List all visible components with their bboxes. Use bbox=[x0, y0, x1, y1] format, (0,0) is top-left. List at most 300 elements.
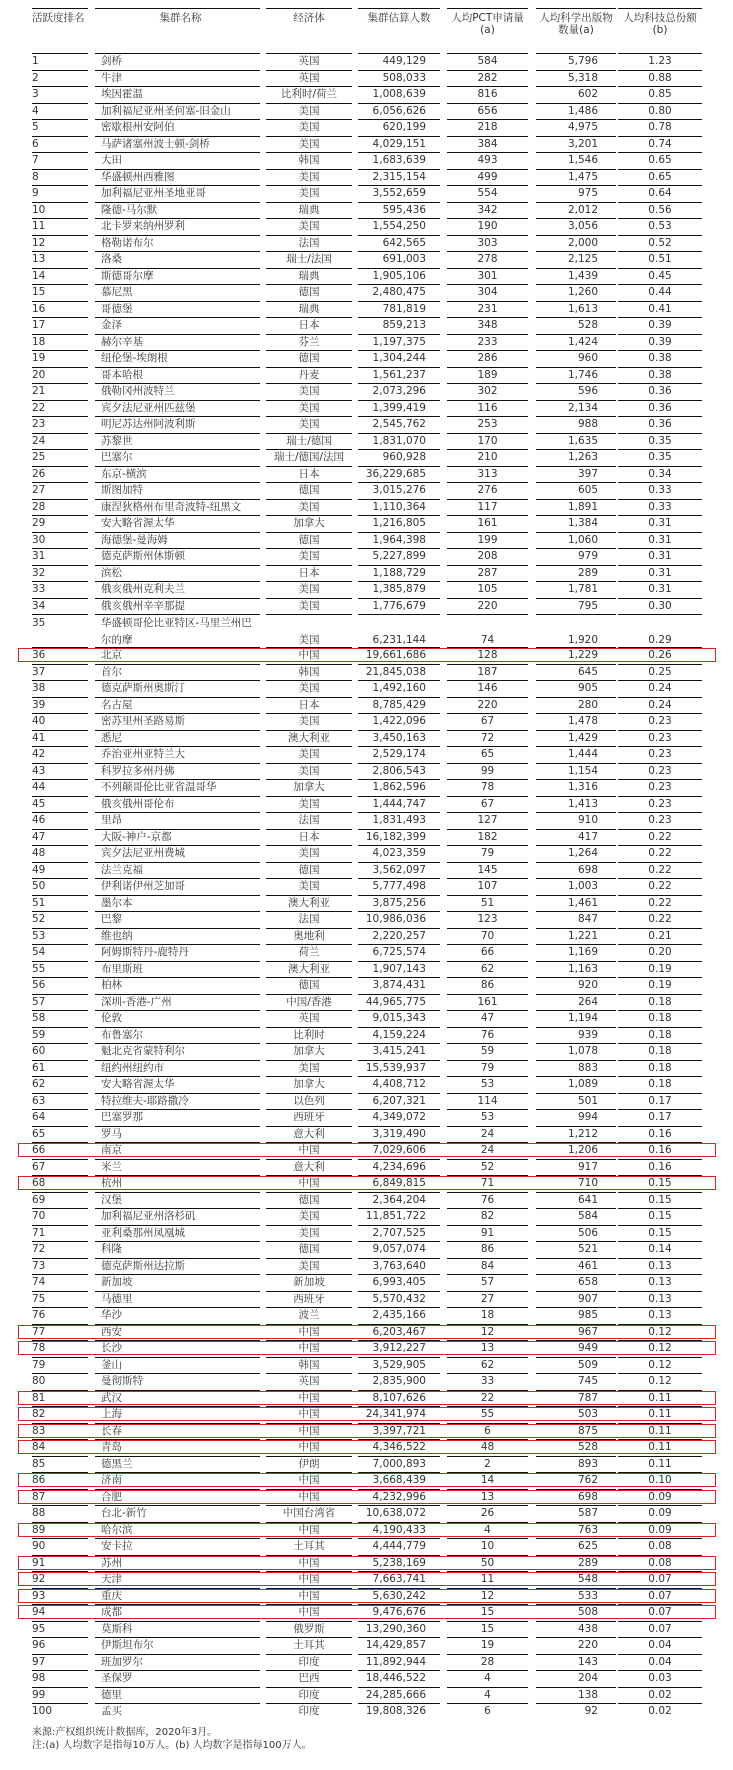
table-row bbox=[32, 1109, 704, 1126]
population-cell: 3,015,276 bbox=[358, 482, 440, 499]
pct-cell: 114 bbox=[447, 1093, 528, 1110]
pct-cell: 67 bbox=[447, 713, 528, 730]
table-row bbox=[32, 598, 704, 615]
share-cell: 0.11 bbox=[618, 1406, 702, 1423]
economy-cell: 韩国 bbox=[266, 664, 352, 681]
publications-cell: 503 bbox=[536, 1406, 616, 1423]
cluster-name-cell: 汉堡 bbox=[95, 1192, 260, 1209]
rank-cell: 46 bbox=[32, 812, 88, 829]
pct-cell: 4 bbox=[447, 1687, 528, 1704]
rank-cell: 72 bbox=[32, 1241, 88, 1258]
cluster-name-cell: 马德里 bbox=[95, 1291, 260, 1308]
economy-cell: 中国 bbox=[266, 1489, 352, 1506]
rank-cell: 4 bbox=[32, 103, 88, 120]
source-note: 来源:产权组织统计数据库，2020年3月。 bbox=[32, 1727, 218, 1738]
cluster-name-cell: 海德堡-曼海姆 bbox=[95, 532, 260, 549]
pct-cell: 50 bbox=[447, 1555, 528, 1572]
pct-cell: 78 bbox=[447, 779, 528, 796]
publications-cell: 1,546 bbox=[536, 152, 616, 169]
cluster-name-cell: 孟买 bbox=[95, 1703, 260, 1720]
publications-cell: 220 bbox=[536, 1637, 616, 1654]
economy-cell: 中国 bbox=[266, 1340, 352, 1357]
population-cell: 4,023,359 bbox=[358, 845, 440, 862]
pct-cell: 282 bbox=[447, 70, 528, 87]
table-row bbox=[32, 218, 704, 235]
pct-cell: 304 bbox=[447, 284, 528, 301]
cluster-name-cell: 马萨诸塞州波士顿-剑桥 bbox=[95, 136, 260, 153]
economy-cell: 土耳其 bbox=[266, 1538, 352, 1555]
economy-cell: 巴西 bbox=[266, 1670, 352, 1687]
cluster-name-cell: 洛桑 bbox=[95, 251, 260, 268]
share-cell: 0.19 bbox=[618, 961, 702, 978]
cluster-name-cell: 俄亥俄州克利夫兰 bbox=[95, 581, 260, 598]
share-cell: 0.18 bbox=[618, 994, 702, 1011]
rank-cell: 91 bbox=[32, 1555, 88, 1572]
population-cell: 1,216,805 bbox=[358, 515, 440, 532]
rank-cell: 80 bbox=[32, 1373, 88, 1390]
publications-cell: 1,461 bbox=[536, 895, 616, 912]
table-row bbox=[32, 152, 704, 169]
table-row bbox=[32, 499, 704, 516]
cluster-name-cell: 法兰克福 bbox=[95, 862, 260, 879]
table-row bbox=[32, 812, 704, 829]
share-cell: 0.17 bbox=[618, 1093, 702, 1110]
pct-cell: 18 bbox=[447, 1307, 528, 1324]
rank-cell: 13 bbox=[32, 251, 88, 268]
table-row bbox=[32, 581, 704, 598]
population-cell: 1,964,398 bbox=[358, 532, 440, 549]
rank-cell: 45 bbox=[32, 796, 88, 813]
rank-cell: 54 bbox=[32, 944, 88, 961]
rank-cell: 94 bbox=[32, 1604, 88, 1621]
share-cell: 0.11 bbox=[618, 1390, 702, 1407]
publications-cell: 1,263 bbox=[536, 449, 616, 466]
cluster-name-cell: 长沙 bbox=[95, 1340, 260, 1357]
pct-cell: 107 bbox=[447, 878, 528, 895]
rank-cell: 98 bbox=[32, 1670, 88, 1687]
population-cell: 4,029,151 bbox=[358, 136, 440, 153]
table-row bbox=[32, 1522, 704, 1539]
economy-cell: 波兰 bbox=[266, 1307, 352, 1324]
cluster-name-cell: 北卡罗来纳州罗利 bbox=[95, 218, 260, 235]
pct-cell: 10 bbox=[447, 1538, 528, 1555]
publications-cell: 3,056 bbox=[536, 218, 616, 235]
population-cell: 10,986,036 bbox=[358, 911, 440, 928]
economy-cell: 芬兰 bbox=[266, 334, 352, 351]
population-cell: 3,319,490 bbox=[358, 1126, 440, 1143]
economy-cell: 中国 bbox=[266, 1324, 352, 1341]
population-cell: 24,285,666 bbox=[358, 1687, 440, 1704]
table-row bbox=[32, 334, 704, 351]
publications-cell: 2,125 bbox=[536, 251, 616, 268]
table-row bbox=[32, 251, 704, 268]
publications-cell: 5,318 bbox=[536, 70, 616, 87]
publications-cell: 509 bbox=[536, 1357, 616, 1374]
table-row bbox=[32, 796, 704, 813]
publications-cell: 893 bbox=[536, 1456, 616, 1473]
pct-cell: 656 bbox=[447, 103, 528, 120]
economy-cell: 美国 bbox=[266, 548, 352, 565]
economy-cell: 日本 bbox=[266, 697, 352, 714]
pct-cell: 82 bbox=[447, 1208, 528, 1225]
rank-cell: 51 bbox=[32, 895, 88, 912]
population-cell: 1,008,639 bbox=[358, 86, 440, 103]
rank-cell: 39 bbox=[32, 697, 88, 714]
share-cell: 0.15 bbox=[618, 1225, 702, 1242]
pct-cell: 208 bbox=[447, 548, 528, 565]
publications-cell: 533 bbox=[536, 1588, 616, 1605]
economy-cell: 英国 bbox=[266, 1010, 352, 1027]
publications-cell: 975 bbox=[536, 185, 616, 202]
economy-cell: 日本 bbox=[266, 829, 352, 846]
publications-cell: 910 bbox=[536, 812, 616, 829]
cluster-name-cell: 伊利诺伊州芝加哥 bbox=[95, 878, 260, 895]
economy-cell: 瑞典 bbox=[266, 301, 352, 318]
pct-cell: 286 bbox=[447, 350, 528, 367]
rank-cell: 22 bbox=[32, 400, 88, 417]
share-cell: 0.16 bbox=[618, 1142, 702, 1159]
cluster-name-cell: 华沙 bbox=[95, 1307, 260, 1324]
population-cell: 3,397,721 bbox=[358, 1423, 440, 1440]
table-row bbox=[32, 53, 704, 70]
publications-cell: 1,413 bbox=[536, 796, 616, 813]
population-cell: 3,552,659 bbox=[358, 185, 440, 202]
rank-cell: 19 bbox=[32, 350, 88, 367]
publications-cell: 461 bbox=[536, 1258, 616, 1275]
publications-cell: 602 bbox=[536, 86, 616, 103]
population-cell: 11,851,722 bbox=[358, 1208, 440, 1225]
rank-cell: 34 bbox=[32, 598, 88, 615]
economy-cell: 美国 bbox=[266, 1060, 352, 1077]
share-cell: 0.17 bbox=[618, 1109, 702, 1126]
publications-cell: 138 bbox=[536, 1687, 616, 1704]
population-cell: 44,965,775 bbox=[358, 994, 440, 1011]
publications-cell: 979 bbox=[536, 548, 616, 565]
publications-cell: 875 bbox=[536, 1423, 616, 1440]
share-cell: 0.11 bbox=[618, 1439, 702, 1456]
table-row bbox=[32, 1373, 704, 1390]
table-row bbox=[32, 730, 704, 747]
population-cell: 859,213 bbox=[358, 317, 440, 334]
publications-cell: 501 bbox=[536, 1093, 616, 1110]
economy-cell: 美国 bbox=[266, 499, 352, 516]
publications-cell: 528 bbox=[536, 1439, 616, 1456]
pct-cell: 127 bbox=[447, 812, 528, 829]
population-cell: 3,668,439 bbox=[358, 1472, 440, 1489]
cluster-name-cell: 慕尼黑 bbox=[95, 284, 260, 301]
rank-cell: 44 bbox=[32, 779, 88, 796]
population-cell: 6,056,626 bbox=[358, 103, 440, 120]
population-cell: 15,539,937 bbox=[358, 1060, 440, 1077]
population-cell: 3,529,905 bbox=[358, 1357, 440, 1374]
rank-cell: 31 bbox=[32, 548, 88, 565]
cluster-name-cell: 巴塞罗那 bbox=[95, 1109, 260, 1126]
pct-cell: 79 bbox=[447, 845, 528, 862]
publications-cell: 596 bbox=[536, 383, 616, 400]
cluster-name-cell: 加利福尼亚州洛杉矶 bbox=[95, 1208, 260, 1225]
table-row bbox=[32, 614, 704, 647]
cluster-name-cell: 安大略省渥太华 bbox=[95, 1076, 260, 1093]
pct-cell: 22 bbox=[447, 1390, 528, 1407]
population-cell: 14,429,857 bbox=[358, 1637, 440, 1654]
economy-cell: 瑞士/德国/法国 bbox=[266, 449, 352, 466]
table-row bbox=[32, 1588, 704, 1605]
population-cell: 4,159,224 bbox=[358, 1027, 440, 1044]
population-cell: 1,492,160 bbox=[358, 680, 440, 697]
rank-cell: 92 bbox=[32, 1571, 88, 1588]
publications-cell: 641 bbox=[536, 1192, 616, 1209]
publications-cell: 1,429 bbox=[536, 730, 616, 747]
table-row bbox=[32, 895, 704, 912]
economy-cell: 荷兰 bbox=[266, 944, 352, 961]
cluster-name-cell: 俄亥俄州辛辛那提 bbox=[95, 598, 260, 615]
population-cell: 7,663,741 bbox=[358, 1571, 440, 1588]
share-cell: 0.07 bbox=[618, 1571, 702, 1588]
economy-cell: 德国 bbox=[266, 284, 352, 301]
population-cell: 1,399,419 bbox=[358, 400, 440, 417]
cluster-name-cell: 深圳-香港-广州 bbox=[95, 994, 260, 1011]
pct-cell: 342 bbox=[447, 202, 528, 219]
cluster-name-cell: 科罗拉多州丹佛 bbox=[95, 763, 260, 780]
economy-cell: 西班牙 bbox=[266, 1291, 352, 1308]
pct-cell: 116 bbox=[447, 400, 528, 417]
economy-cell: 加拿大 bbox=[266, 515, 352, 532]
pct-cell: 220 bbox=[447, 697, 528, 714]
population-cell: 2,435,166 bbox=[358, 1307, 440, 1324]
cluster-name-cell: 巴塞尔 bbox=[95, 449, 260, 466]
table-row bbox=[32, 961, 704, 978]
table-row bbox=[32, 1357, 704, 1374]
header-st-share: 人均科技总份额(b) bbox=[618, 8, 702, 53]
population-cell: 8,107,626 bbox=[358, 1390, 440, 1407]
rank-cell: 89 bbox=[32, 1522, 88, 1539]
economy-cell: 中国 bbox=[266, 1390, 352, 1407]
pct-cell: 51 bbox=[447, 895, 528, 912]
table-row bbox=[32, 70, 704, 87]
publications-cell: 763 bbox=[536, 1522, 616, 1539]
rank-cell: 12 bbox=[32, 235, 88, 252]
cluster-name-cell: 首尔 bbox=[95, 664, 260, 681]
publications-cell: 548 bbox=[536, 1571, 616, 1588]
table-row bbox=[32, 301, 704, 318]
pct-cell: 187 bbox=[447, 664, 528, 681]
table-row bbox=[32, 103, 704, 120]
rank-cell: 41 bbox=[32, 730, 88, 747]
share-cell: 0.02 bbox=[618, 1703, 702, 1720]
pct-cell: 301 bbox=[447, 268, 528, 285]
economy-cell: 澳大利亚 bbox=[266, 961, 352, 978]
economy-cell: 意大利 bbox=[266, 1126, 352, 1143]
cluster-name-cell: 德克萨斯州奥斯汀 bbox=[95, 680, 260, 697]
rank-cell: 25 bbox=[32, 449, 88, 466]
population-cell: 4,444,779 bbox=[358, 1538, 440, 1555]
share-cell: 0.21 bbox=[618, 928, 702, 945]
rank-cell: 68 bbox=[32, 1175, 88, 1192]
population-cell: 3,912,227 bbox=[358, 1340, 440, 1357]
pct-cell: 218 bbox=[447, 119, 528, 136]
rank-cell: 66 bbox=[32, 1142, 88, 1159]
publications-cell: 438 bbox=[536, 1621, 616, 1638]
publications-cell: 1,260 bbox=[536, 284, 616, 301]
pct-cell: 84 bbox=[447, 1258, 528, 1275]
rank-cell: 65 bbox=[32, 1126, 88, 1143]
pct-cell: 4 bbox=[447, 1522, 528, 1539]
cluster-name-cell: 米兰 bbox=[95, 1159, 260, 1176]
publications-cell: 1,060 bbox=[536, 532, 616, 549]
cluster-name-cell: 南京 bbox=[95, 1142, 260, 1159]
share-cell: 0.36 bbox=[618, 400, 702, 417]
population-cell: 3,450,163 bbox=[358, 730, 440, 747]
rank-cell: 47 bbox=[32, 829, 88, 846]
share-cell: 0.52 bbox=[618, 235, 702, 252]
publications-cell: 264 bbox=[536, 994, 616, 1011]
population-cell: 1,422,096 bbox=[358, 713, 440, 730]
economy-cell: 奥地利 bbox=[266, 928, 352, 945]
population-cell: 781,819 bbox=[358, 301, 440, 318]
publications-cell: 1,078 bbox=[536, 1043, 616, 1060]
share-cell: 0.24 bbox=[618, 680, 702, 697]
cluster-name-cell: 东京-横滨 bbox=[95, 466, 260, 483]
publications-cell: 985 bbox=[536, 1307, 616, 1324]
publications-cell: 2,000 bbox=[536, 235, 616, 252]
rank-cell: 87 bbox=[32, 1489, 88, 1506]
economy-cell: 德国 bbox=[266, 532, 352, 549]
economy-cell: 西班牙 bbox=[266, 1109, 352, 1126]
rank-cell: 49 bbox=[32, 862, 88, 879]
publications-cell: 698 bbox=[536, 862, 616, 879]
population-cell: 4,346,522 bbox=[358, 1439, 440, 1456]
share-cell: 0.08 bbox=[618, 1555, 702, 1572]
share-cell: 0.35 bbox=[618, 433, 702, 450]
cluster-name-cell: 哈尔滨 bbox=[95, 1522, 260, 1539]
share-cell: 0.04 bbox=[618, 1637, 702, 1654]
cluster-name-cell: 乔治亚州亚特兰大 bbox=[95, 746, 260, 763]
rank-cell: 64 bbox=[32, 1109, 88, 1126]
population-cell: 24,341,974 bbox=[358, 1406, 440, 1423]
population-cell: 1,554,250 bbox=[358, 218, 440, 235]
rank-cell: 69 bbox=[32, 1192, 88, 1209]
rank-cell: 8 bbox=[32, 169, 88, 186]
share-cell: 0.09 bbox=[618, 1489, 702, 1506]
economy-cell: 德国 bbox=[266, 350, 352, 367]
cluster-name-cell: 加利福尼亚州圣地亚哥 bbox=[95, 185, 260, 202]
header-pct-per-capita: 人均PCT申请量(a) bbox=[447, 8, 528, 53]
economy-cell: 美国 bbox=[266, 416, 352, 433]
cluster-name-cell: 苏黎世 bbox=[95, 433, 260, 450]
share-cell: 0.11 bbox=[618, 1456, 702, 1473]
pct-cell: 554 bbox=[447, 185, 528, 202]
table-row bbox=[32, 1093, 704, 1110]
pct-cell: 276 bbox=[447, 482, 528, 499]
share-cell: 0.16 bbox=[618, 1159, 702, 1176]
rank-cell: 20 bbox=[32, 367, 88, 384]
table-row bbox=[32, 994, 704, 1011]
cluster-name-cell: 斯德哥尔摩 bbox=[95, 268, 260, 285]
publications-cell: 289 bbox=[536, 1555, 616, 1572]
population-cell: 6,231,144 bbox=[358, 614, 440, 647]
economy-cell: 美国 bbox=[266, 763, 352, 780]
publications-cell: 143 bbox=[536, 1654, 616, 1671]
share-cell: 0.39 bbox=[618, 317, 702, 334]
pct-cell: 14 bbox=[447, 1472, 528, 1489]
population-cell: 3,562,097 bbox=[358, 862, 440, 879]
rank-cell: 97 bbox=[32, 1654, 88, 1671]
pct-cell: 117 bbox=[447, 499, 528, 516]
cluster-name-cell: 青岛 bbox=[95, 1439, 260, 1456]
cluster-name-cell: 巴黎 bbox=[95, 911, 260, 928]
economy-cell: 美国 bbox=[266, 796, 352, 813]
table-row bbox=[32, 1274, 704, 1291]
population-cell: 6,725,574 bbox=[358, 944, 440, 961]
cluster-name-cell: 德克萨斯州达拉斯 bbox=[95, 1258, 260, 1275]
publications-cell: 5,796 bbox=[536, 53, 616, 70]
publications-cell: 1,635 bbox=[536, 433, 616, 450]
table-row bbox=[32, 977, 704, 994]
pct-cell: 24 bbox=[447, 1126, 528, 1143]
economy-cell: 美国 bbox=[266, 400, 352, 417]
share-cell: 0.56 bbox=[618, 202, 702, 219]
economy-cell: 俄罗斯 bbox=[266, 1621, 352, 1638]
pct-cell: 76 bbox=[447, 1027, 528, 1044]
population-cell: 642,565 bbox=[358, 235, 440, 252]
rank-cell: 99 bbox=[32, 1687, 88, 1704]
population-cell: 3,874,431 bbox=[358, 977, 440, 994]
share-cell: 0.23 bbox=[618, 779, 702, 796]
publications-cell: 1,206 bbox=[536, 1142, 616, 1159]
publications-cell: 587 bbox=[536, 1505, 616, 1522]
pct-cell: 47 bbox=[447, 1010, 528, 1027]
pct-cell: 53 bbox=[447, 1109, 528, 1126]
share-cell: 0.09 bbox=[618, 1522, 702, 1539]
publications-cell: 1,089 bbox=[536, 1076, 616, 1093]
publications-cell: 1,194 bbox=[536, 1010, 616, 1027]
share-cell: 0.65 bbox=[618, 169, 702, 186]
economy-cell: 英国 bbox=[266, 70, 352, 87]
pct-cell: 65 bbox=[447, 746, 528, 763]
population-cell: 36,229,685 bbox=[358, 466, 440, 483]
population-cell: 1,907,143 bbox=[358, 961, 440, 978]
rank-cell: 14 bbox=[32, 268, 88, 285]
table-row bbox=[32, 317, 704, 334]
table-row bbox=[32, 664, 704, 681]
cluster-name-cell: 德里 bbox=[95, 1687, 260, 1704]
population-cell: 5,227,899 bbox=[358, 548, 440, 565]
pct-cell: 86 bbox=[447, 1241, 528, 1258]
cluster-name-cell: 隆德-马尔默 bbox=[95, 202, 260, 219]
share-cell: 0.16 bbox=[618, 1126, 702, 1143]
rank-cell: 86 bbox=[32, 1472, 88, 1489]
pct-cell: 19 bbox=[447, 1637, 528, 1654]
share-cell: 0.12 bbox=[618, 1373, 702, 1390]
publications-cell: 939 bbox=[536, 1027, 616, 1044]
rank-cell: 83 bbox=[32, 1423, 88, 1440]
rank-cell: 30 bbox=[32, 532, 88, 549]
share-cell: 0.45 bbox=[618, 268, 702, 285]
economy-cell: 加拿大 bbox=[266, 779, 352, 796]
share-cell: 0.22 bbox=[618, 829, 702, 846]
share-cell: 0.13 bbox=[618, 1274, 702, 1291]
share-cell: 0.31 bbox=[618, 548, 702, 565]
cluster-name-cell: 纽伦堡-埃朗根 bbox=[95, 350, 260, 367]
economy-cell: 伊朗 bbox=[266, 1456, 352, 1473]
table-row bbox=[32, 482, 704, 499]
publications-cell: 204 bbox=[536, 1670, 616, 1687]
economy-cell: 比利时/荷兰 bbox=[266, 86, 352, 103]
pct-cell: 189 bbox=[447, 367, 528, 384]
publications-cell: 1,781 bbox=[536, 581, 616, 598]
pct-cell: 66 bbox=[447, 944, 528, 961]
rank-cell: 84 bbox=[32, 1439, 88, 1456]
